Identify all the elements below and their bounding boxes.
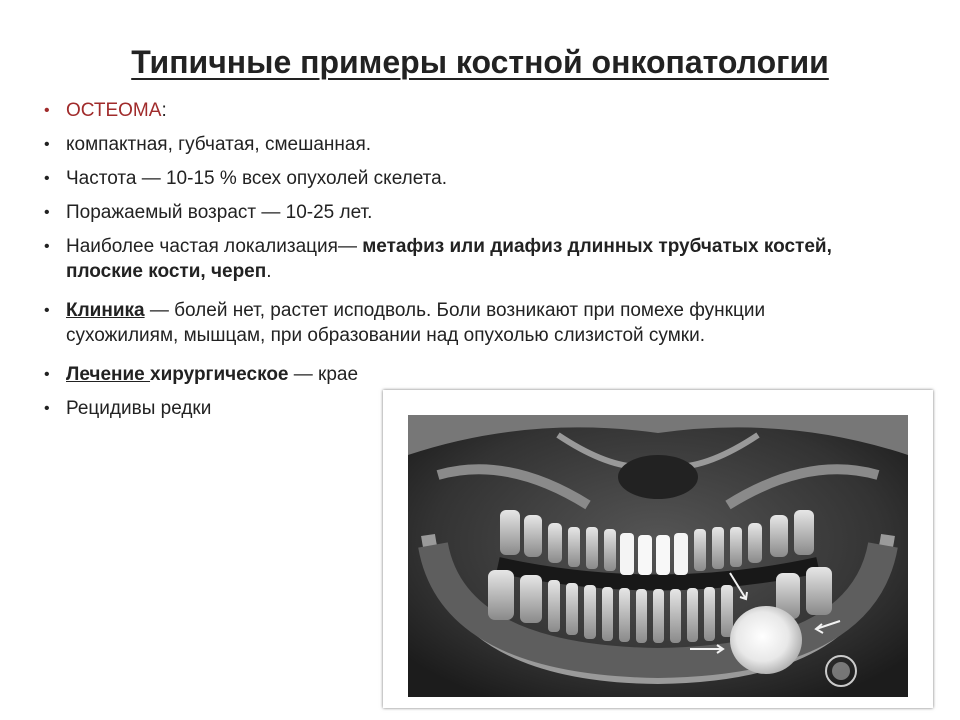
bullet-dot: • xyxy=(44,170,50,187)
bullet-treatment-bold: хирургическое xyxy=(150,364,289,385)
xray-image xyxy=(408,415,908,697)
bullet-clinic-heading: Клиника xyxy=(66,300,145,321)
bullet-types xyxy=(44,132,844,157)
bullet-localization-bold: метафиз или диафиз длинных трубчатых костей, плоские кости, череп xyxy=(66,236,832,282)
bullet-age xyxy=(44,200,844,225)
bullet-treatment-heading: Лечение xyxy=(66,364,151,385)
bullet-localization-tail: . xyxy=(266,261,272,282)
bullet-dot: • xyxy=(44,102,50,119)
bullet-age-text: Поражаемый возраст — 10-25 лет. xyxy=(66,202,373,223)
bullet-dot: • xyxy=(44,136,50,153)
bullet-clinic xyxy=(44,298,844,348)
bullet-types-text: компактная, губчатая, смешанная. xyxy=(66,134,372,155)
bullet-localization-text: Наиболее частая локализация— xyxy=(66,236,363,257)
bullet-dot: • xyxy=(44,204,50,221)
bullet-dot: • xyxy=(44,302,50,319)
bullet-osteoma-colon: : xyxy=(161,100,167,121)
bullet-dot: • xyxy=(44,400,50,417)
xray-image-frame xyxy=(383,390,933,708)
bullet-osteoma-heading: ОСТЕОМА xyxy=(66,100,162,121)
bullet-frequency xyxy=(44,166,844,191)
bullet-clinic-text: — болей нет, растет исподволь. Боли возникают при помехе функции сухожилиям, мышцам, при образовании над опухолью слизистой сумки. xyxy=(66,300,766,346)
bullet-localization xyxy=(44,234,844,284)
bullet-list xyxy=(44,98,844,430)
bullet-relapse-text: Рецидивы редки xyxy=(66,398,212,419)
panoramic-xray-drawing xyxy=(408,415,908,697)
bullet-frequency-text: Частота — 10-15 % всех опухолей скелета. xyxy=(66,168,447,189)
bullet-dot: • xyxy=(44,366,50,383)
bullet-dot: • xyxy=(44,238,50,255)
bullet-treatment xyxy=(44,362,844,387)
bullet-treatment-text: — крае xyxy=(288,364,359,385)
bullet-osteoma xyxy=(44,98,844,123)
slide-title: Типичные примеры костной онкопатологии xyxy=(131,44,829,80)
